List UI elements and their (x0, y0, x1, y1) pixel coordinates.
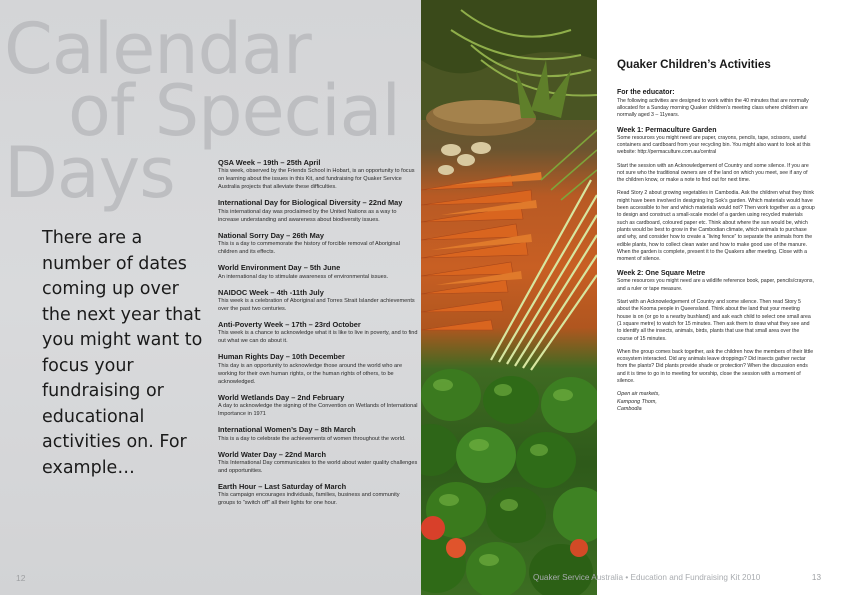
event-description: This is a day to celebrate the achievements of women throughout the world. (218, 435, 406, 442)
week1-heading: Week 1: Permaculture Garden (617, 126, 717, 134)
event-title: International Day for Biological Diversity – 22nd May (218, 198, 403, 208)
event-title: National Sorry Day – 26th May (218, 230, 324, 240)
week1-paragraph-3: Read Story 2 about growing vegetables in Cambodia. Ask the children what they think might have been involved in designing Ing Sok’s garden. Which materials would have been accessible to her and which materials would not? Then work together as a group to design and construct a small-scale model of a garden using recycled materials such as cardboard, coloured paper etc. Think about where the sun would be, which plants would be best to grow in the Cambodian climate, which animals to purchase and why, and consider how to create a “living fence” to separate the animals from the edible plants, how to collect clean water and how to make good use of the manure. When the garden is complete, present it to the Quakers after meeting. Close with a moment of silence. (617, 190, 815, 263)
event-description: This day is an opportunity to acknowledge those around the world who are working for their own human rights, or the human rights of others, to be acknowledged. (218, 362, 403, 385)
event-title: Anti-Poverty Week – 17th – 23rd October (218, 320, 361, 330)
event-title: World Wetlands Day – 2nd February (218, 392, 345, 402)
event-description: This week is a chance to acknowledge what it is like to live in poverty, and to find out what we can do about it. (218, 330, 418, 345)
event-description: This is a day to commemorate the history of forcible removal of Aboriginal children and its effects. (218, 241, 400, 256)
educator-text: The following activities are designed to work within the 40 minutes that are normally allocated for a Sunday morning Quaker children’s meeting class where children are normally aged 3 – 11years. (617, 97, 809, 119)
page-number-right: 13 (811, 573, 821, 582)
event-item (218, 393, 418, 418)
event-description: This week is a celebration of Aboriginal and Torres Strait Islander achievements over the past two centuries. (218, 298, 415, 313)
event-item (218, 263, 418, 280)
week2-heading: Week 2: One Square Metre (617, 270, 706, 278)
right-footer (533, 573, 833, 582)
event-description: An international day to stimulate awareness of environmental issues. (218, 273, 389, 280)
event-item (218, 450, 418, 475)
event-description: This International Day communicates to the world about water quality challenges and opportunities. (218, 460, 418, 475)
educator-heading: For the educator: (617, 89, 675, 96)
event-title: Human Rights Day – 10th December (218, 352, 345, 362)
caption-line-2: Kampong Thom, (617, 398, 657, 405)
event-item (218, 320, 418, 345)
events-list (218, 158, 418, 514)
caption-line-1: Open air markets, (617, 391, 660, 398)
activities-title: Quaker Children’s Activities (617, 58, 771, 71)
week2-paragraph-3: When the group comes back together, ask the children how the members of their little ecosystem interacted. Did any animals leave droppings? Did insects gather nectar from the plants? Did plants provide shade or protection? When the discussion ends and it is time to go in to meeting for worship, close the session with a moment of silence. (617, 348, 814, 384)
event-item (218, 231, 418, 256)
title-line-2: of Special (68, 70, 400, 152)
event-description: A day to acknowledge the signing of the Convention on Wetlands of International Importance in 1971 (218, 403, 418, 418)
caption-line-3: Cambodia (617, 406, 642, 413)
title-line-1: Calendar (4, 8, 311, 90)
event-item (218, 425, 418, 442)
market-vegetables-photo (421, 0, 597, 595)
event-description: This international day was proclaimed by the United Nations as a way to increase understanding and awareness about biodiversity issues. (218, 208, 397, 223)
event-title: QSA Week – 19th – 25th April (218, 158, 321, 167)
event-item (218, 482, 418, 507)
week1-paragraph-2: Start the session with an Acknowledgement of Country and some silence. If you are not sure who the traditional owners are of the land on which you meet, see if any of the children know, or make a note to find out for next time. (617, 162, 809, 184)
week2-paragraph-2: Start with an Acknowledgement of Country and some silence. Then read Story 5 about the Kooma people in Queensland. Think about the land that your meeting house is on (or go to a nearby bushland) and ask each child to select one small area (1 square metre) to watch for 15 minutes. Then ask them to draw what they see and to identify all the insects, animals, birds, plants that use that small area over the course of 15 minutes. (617, 299, 811, 342)
event-title: World Environment Day – 5th June (218, 263, 341, 273)
event-item (218, 352, 418, 385)
week2-paragraph-1: Some resources you might need are a wildlife reference book, paper, pencils/crayons, and a ruler or tape measure. (617, 278, 814, 292)
event-title: Earth Hour – Last Saturday of March (218, 482, 347, 492)
week1-paragraph-1: Some resources you might need are paper, crayons, pencils, tape, scissors, useful containers and cardboard from your recycling bin. You might also want to look at this website: http://permaculture.com.au/central (617, 134, 811, 156)
event-item (218, 158, 418, 191)
title-line-3: Days (4, 132, 175, 214)
publication-name: Quaker Service Australia • Education and Fundraising Kit 2010 (533, 573, 761, 582)
event-item (218, 198, 418, 223)
event-description: This week, observed by the Friends School in Hobart, is an opportunity to focus on learning about the issues in this Kit, and fundraising for Quaker Service Australia projects that alleviate these difficulties. (218, 168, 415, 191)
right-page (597, 0, 842, 595)
event-item (218, 288, 418, 313)
event-title: International Women’s Day – 8th March (218, 425, 356, 435)
event-title: World Water Day – 22nd March (218, 449, 327, 459)
page-number-left: 12 (16, 573, 26, 583)
photo-caption (617, 391, 815, 413)
activities-body (617, 89, 815, 414)
event-title: NAIDOC Week – 4th -11th July (218, 287, 324, 297)
vegetables-illustration (421, 0, 597, 595)
intro-paragraph: There are a number of dates coming up over the next year that you might want to focus your fundraising or educational activities on. For example… (42, 228, 203, 478)
event-description: This campaign encourages individuals, families, business and community groups to “switch off” all their lights for one hour. (218, 492, 400, 507)
